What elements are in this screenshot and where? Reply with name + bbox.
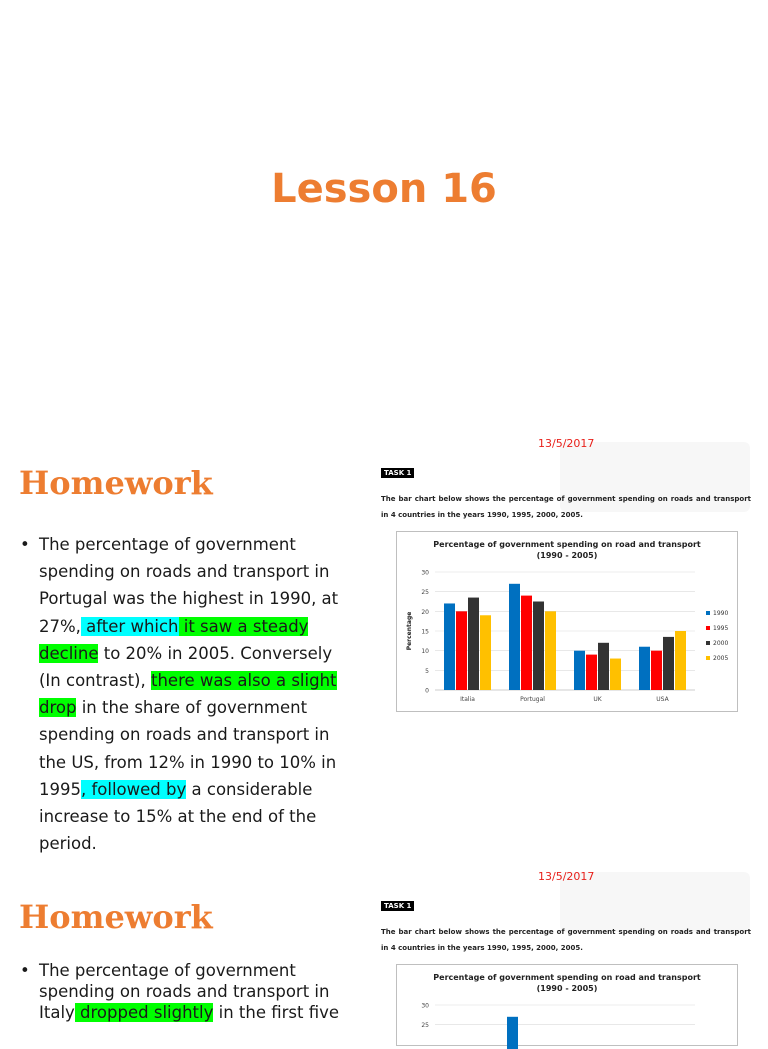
homework-bullet <box>20 531 350 857</box>
bullet-icon: • <box>20 961 30 980</box>
bar-portugal-2005 <box>545 611 556 690</box>
highlighted-phrase: after which <box>80 616 179 636</box>
bar-uk-2000 <box>598 643 609 690</box>
task-description: The bar chart below shows the percentage of government spending on roads and transport in 4 countries in the years 1990, 1995, 2000, 2005. <box>381 495 751 519</box>
y-tick-label: 30 <box>421 1002 429 1010</box>
x-tick-label: Portugal <box>520 696 545 703</box>
y-tick-label: 25 <box>421 1022 429 1030</box>
bar-uk-1990 <box>574 651 585 690</box>
bullet-text-segment: The percentage of government spending on roads and transport in Portugal was the highest in 1990, at 27%, <box>39 535 339 636</box>
lesson-title: Lesson 16 <box>271 166 497 212</box>
bullet-text-segment: in the share of government spending on roads and transport in the US, from 12% in 1990 to 10% in 1995 <box>39 698 337 799</box>
highlighted-phrase: dropped slightly <box>74 1003 214 1022</box>
task-label: TASK 1 <box>381 901 414 911</box>
homework-slide-1 <box>0 430 768 862</box>
legend-label: 1990 <box>713 610 729 617</box>
chart-title: Percentage of government spending on road and transport <box>433 540 701 549</box>
bar-uk-2005 <box>610 659 621 690</box>
legend-swatch <box>706 626 710 630</box>
bullet-text <box>39 960 350 1023</box>
highlighted-phrase: there was also a slight drop <box>39 671 337 718</box>
y-tick-label: 25 <box>421 589 429 597</box>
x-tick-label: UK <box>593 696 602 703</box>
bar-chart <box>397 532 737 711</box>
bar-portugal-1990 <box>509 584 520 690</box>
homework-heading: Homework <box>19 898 213 936</box>
bullet-text-segment: The percentage of government spending on roads and transport in Italy <box>39 961 330 1022</box>
bar-chart-frame <box>396 531 738 712</box>
highlighted-phrase: it saw a steady decline <box>39 616 309 663</box>
bullet-text-segment: to 20% in 2005. Conversely (In contrast), <box>39 643 333 691</box>
task-description: The bar chart below shows the percentage of government spending on roads and transport in 4 countries in the years 1990, 1995, 2000, 2005. <box>381 928 751 952</box>
bar-chart <box>397 965 737 1045</box>
y-tick-label: 0 <box>425 687 429 695</box>
bar-chart-frame <box>396 964 738 1046</box>
y-tick-label: 10 <box>421 648 429 656</box>
title-slide <box>0 0 768 430</box>
bar-uk-1995 <box>586 655 597 690</box>
homework-bullet <box>20 960 350 1023</box>
chart-title: Percentage of government spending on road and transport <box>433 973 701 982</box>
bullet-text-segment: a considerable increase to 15% at the end of the period. <box>39 779 317 854</box>
homework-heading: Homework <box>19 464 213 502</box>
legend-label: 1995 <box>713 625 729 632</box>
date-label: 13/5/2017 <box>538 870 595 883</box>
bar-italia-2000 <box>468 598 479 690</box>
legend-swatch <box>706 641 710 645</box>
legend-label: 2000 <box>713 640 729 647</box>
chart-subtitle: (1990 - 2005) <box>536 551 598 560</box>
bar-usa-1995 <box>651 651 662 690</box>
bar-italia-2005 <box>480 615 491 690</box>
legend-swatch <box>706 611 710 615</box>
chart-subtitle: (1990 - 2005) <box>536 984 598 993</box>
y-tick-label: 30 <box>421 569 429 577</box>
y-tick-label: 15 <box>421 628 429 636</box>
y-tick-label: 20 <box>421 608 429 616</box>
task-label: TASK 1 <box>381 468 414 478</box>
highlighted-phrase: , followed by <box>81 779 187 799</box>
bar-italia-1990 <box>444 603 455 690</box>
bar-portugal-2000 <box>533 602 544 691</box>
y-tick-label: 5 <box>425 667 429 675</box>
legend-swatch <box>706 656 710 660</box>
bar-portugal-1995 <box>521 596 532 690</box>
x-tick-label: Italia <box>460 696 475 703</box>
bar-italia-1995 <box>456 611 467 690</box>
x-tick-label: USA <box>656 696 669 703</box>
date-label: 13/5/2017 <box>538 437 595 450</box>
y-axis-label: Percentage <box>406 611 413 651</box>
bar-usa-2000 <box>663 637 674 690</box>
bullet-text-segment: in the first five <box>213 1003 340 1022</box>
legend-label: 2005 <box>713 655 729 662</box>
homework-slide-2 <box>0 862 768 1030</box>
bar-usa-2005 <box>675 631 686 690</box>
bar-usa-1990 <box>639 647 650 690</box>
bullet-text <box>39 531 350 857</box>
bar-partial <box>507 1017 518 1049</box>
bullet-icon: • <box>20 535 30 554</box>
